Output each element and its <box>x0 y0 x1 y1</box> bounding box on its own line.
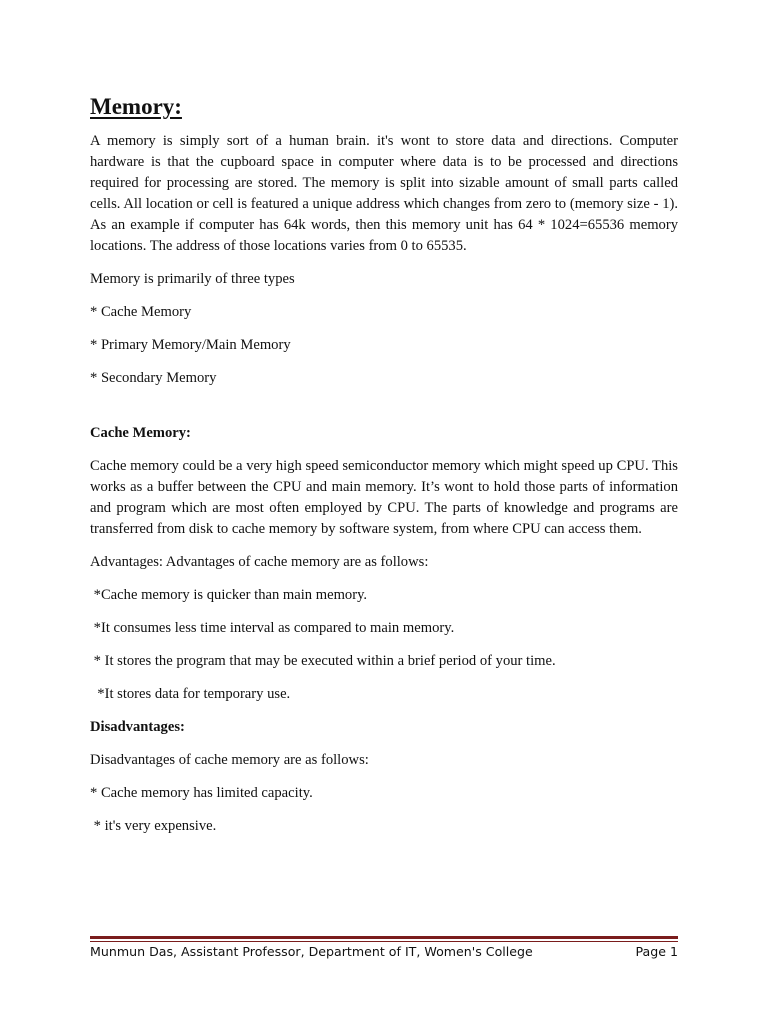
advantage-item: *It consumes less time interval as compared to main memory. <box>90 620 455 636</box>
footer-page-number: Page 1 <box>635 944 678 959</box>
footer-divider <box>90 936 678 939</box>
page-footer <box>90 943 678 961</box>
disadvantage-item: * Cache memory has limited capacity. <box>90 785 313 801</box>
intro-paragraph: A memory is simply sort of a human brain. it's wont to store data and directions. Computer hardware is that the cupboard space in computer where data is to be processed and directions required for processing are stored. The memory is split into sizable amount of small parts called cells. All location or cell is featured a unique address which changes from zero to (memory size - 1). As an example if computer has 64k words, then this memory unit has 64 * 1024=65536 memory locations. The address of those locations varies from 0 to 65535. <box>90 133 678 254</box>
types-intro: Memory is primarily of three types <box>90 271 295 287</box>
advantage-item: * It stores the program that may be executed within a brief period of your time. <box>90 653 556 669</box>
cache-memory-paragraph: Cache memory could be a very high speed semiconductor memory which might speed up CPU. This works as a buffer between the CPU and main memory. It’s wont to hold those parts of information and program which are most often employed by CPU. The parts of knowledge and programs are transferred from disk to cache memory by software system, from where CPU can access them. <box>90 458 678 537</box>
disadvantage-item: * it's very expensive. <box>90 818 217 834</box>
type-item-cache: * Cache Memory <box>90 304 192 320</box>
footer-divider-thin <box>90 941 678 942</box>
type-item-secondary: * Secondary Memory <box>90 370 217 386</box>
advantages-intro: Advantages: Advantages of cache memory are as follows: <box>90 554 429 570</box>
footer-author: Munmun Das, Assistant Professor, Department of IT, Women's College <box>90 944 533 959</box>
advantage-item: *Cache memory is quicker than main memory. <box>90 587 368 603</box>
section-spacer <box>90 401 678 423</box>
disadvantages-intro: Disadvantages of cache memory are as follows: <box>90 752 369 768</box>
disadvantages-heading: Disadvantages: <box>90 719 185 735</box>
advantage-item: *It stores data for temporary use. <box>90 686 291 702</box>
type-item-primary: * Primary Memory/Main Memory <box>90 337 291 353</box>
cache-memory-heading: Cache Memory: <box>90 425 191 441</box>
page-content <box>90 92 678 849</box>
page-title: Memory: <box>90 94 182 119</box>
